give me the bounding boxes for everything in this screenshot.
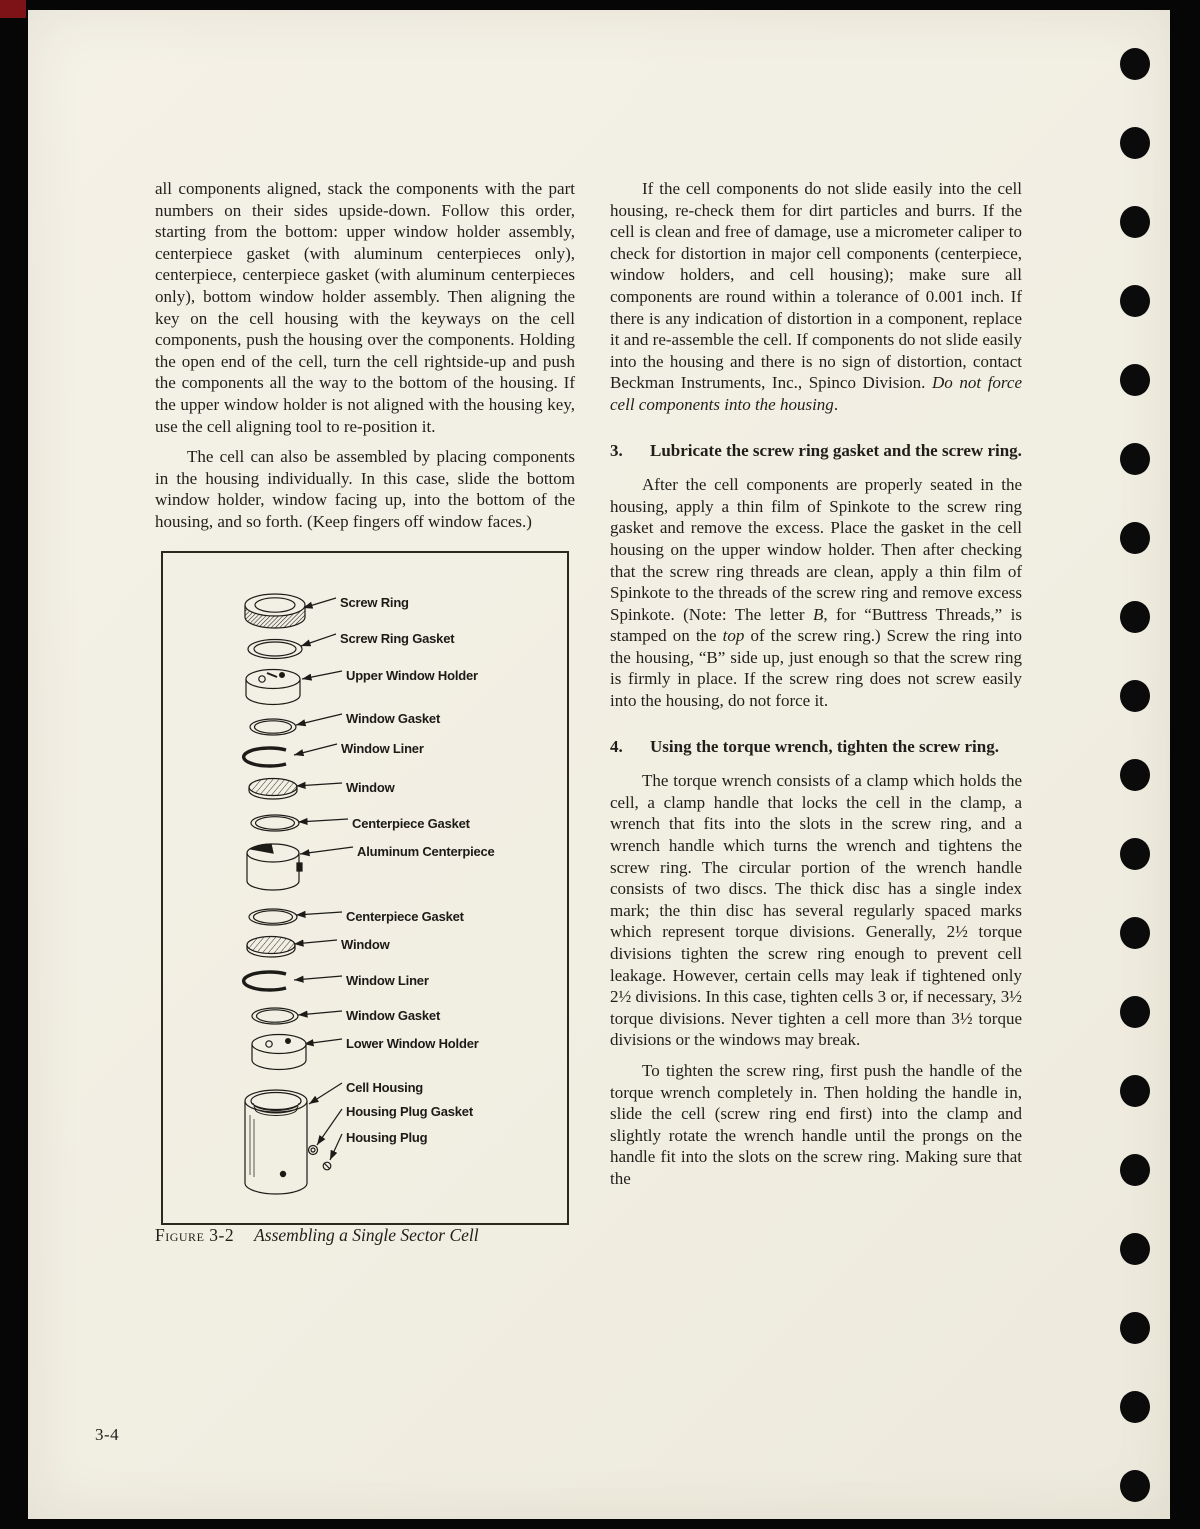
binder-hole (1120, 1391, 1150, 1423)
figure-caption-text: Assembling a Single Sector Cell (254, 1224, 479, 1245)
binder-hole (1120, 759, 1150, 791)
binder-hole (1120, 206, 1150, 238)
left-column (155, 178, 575, 1246)
binder-hole (1120, 838, 1150, 870)
right-column (610, 178, 1022, 1190)
leader-lines (294, 598, 353, 1160)
binder-hole (1120, 1312, 1150, 1344)
figure-label: Centerpiece Gasket (352, 815, 470, 831)
window-liner-shape (244, 748, 286, 766)
upper-window-holder-shape (246, 669, 300, 704)
figure-label: Housing Plug Gasket (346, 1103, 473, 1119)
binder-hole (1120, 522, 1150, 554)
screw-ring-shape (245, 594, 305, 628)
figure-label: Centerpiece Gasket (346, 908, 464, 924)
paragraph-text: , for “Buttress Threads,” is stamped on the (610, 604, 1023, 646)
figure-label: Screw Ring (340, 594, 409, 610)
binder-hole (1120, 48, 1150, 80)
binder-hole (1120, 1154, 1150, 1186)
aluminum-centerpiece-shape (247, 844, 302, 890)
paragraph-text: . (833, 394, 839, 414)
window-2-shape (247, 936, 295, 957)
binder-hole (1120, 1470, 1150, 1502)
scan-artifact (0, 0, 26, 18)
figure-label: Lower Window Holder (346, 1035, 479, 1051)
centerpiece-gasket-shape (251, 815, 299, 831)
figure-caption (155, 1225, 575, 1247)
binder-hole (1120, 364, 1150, 396)
figure-label: Housing Plug (346, 1129, 428, 1145)
binder-hole (1120, 996, 1150, 1028)
figure-label: Screw Ring Gasket (340, 630, 455, 646)
step-3-heading (610, 440, 1022, 462)
window-gasket-2-shape (252, 1008, 298, 1024)
paragraph-text: If the cell components do not slide easily into the cell housing, re-check them for dirt particles and burrs. If the cell is clean and free of damage, use a micrometer caliper to check for distortion in major cell components (centerpiece, window holders, and cell housing); make sure all components are round within a tolerance of 0.001 inch. If there is any indication of distortion in a component, replace it and re-assemble the cell. If components do not slide easily into the housing and there is no sign of distortion, contact Beckman Instruments, Inc., Spinco Division. (610, 179, 1022, 393)
figure-label: Window Gasket (346, 710, 441, 726)
paragraph: The cell can also be assembled by placing components in the housing individually. In this case, slide the bottom window holder, window facing up, into the bottom of the housing, and so forth. (Keep fingers off window faces.) (155, 447, 575, 531)
figure-caption-number: Figure 3-2 (155, 1224, 235, 1245)
figure-label: Window Gasket (346, 1007, 441, 1023)
window-shape (249, 778, 297, 799)
paragraph-italic-text: B (812, 604, 824, 624)
figure-label: Upper Window Holder (346, 667, 478, 683)
binder-hole (1120, 917, 1150, 949)
binder-hole (1120, 285, 1150, 317)
paragraph-italic-text: Do not force cell components into the housing (610, 373, 1022, 414)
paragraph (610, 178, 1022, 416)
binder-hole (1120, 680, 1150, 712)
paragraph: The torque wrench consists of a clamp which holds the cell, a clamp handle that locks the cell in the clamp, a wrench that fits into the slots in the screw ring, and a wrench handle which turns the wrench and tightens the screw ring. The circular portion of the wrench handle consists of two discs. The thick disc has a single index mark; the thin disc has several regularly spaced marks which represent torque divisions. Generally, 2½ torque divisions tighten the screw ring enough to prevent cell leakage. However, certain cells may leak if tightened only 2½ divisions. In this case, tighten cells 3 or, if necessary, 3½ torque divisions. Never tighten a cell more than 3½ torque divisions or the windows may break. (610, 771, 1022, 1050)
figure-label: Window (346, 779, 395, 795)
lower-window-holder-shape (252, 1034, 306, 1069)
screw-ring-gasket-shape (248, 639, 302, 658)
cell-housing-shape (245, 1090, 307, 1194)
housing-plug-shape (323, 1162, 331, 1170)
figure-3-2 (161, 551, 569, 1225)
figure-label: Window Liner (346, 972, 429, 988)
step-4-heading (610, 736, 1022, 758)
window-gasket-shape (250, 719, 296, 735)
step-number: 4. (610, 736, 623, 756)
paragraph-continuation: all components aligned, stack the components with the part numbers on their sides upside-down. Follow this order, starting from the bottom: upper window holder assembly, centerpiece gasket (with aluminum centerpieces only), centerpiece, centerpiece gasket (with aluminum centerpieces only), bottom window holder assembly. Then aligning the key on the cell housing with the keyways on the cell components, push the housing over the components. Holding the open end of the cell, turn the cell rightside-up and push the components all the way to the bottom of the housing. If the upper window holder is not aligned with the housing key, use the cell aligning tool to re-position it. (155, 179, 575, 436)
step-number: 3. (610, 440, 623, 460)
paragraph (610, 474, 1022, 712)
paragraph-italic-text: top (722, 626, 745, 646)
paragraph: To tighten the screw ring, first push the handle of the torque wrench completely in. Then holding the handle in, slide the cell (screw ring end first) into the clamp and slightly rotate the wrench handle until the prongs on the handle fit into the slots on the screw ring. Making sure that the (610, 1060, 1022, 1188)
figure-label: Window Liner (341, 740, 424, 756)
paragraph-text: After the cell components are properly seated in the housing, apply a thin film of Spinkote to the screw ring gasket and remove the excess. Place the gasket in the cell housing on the upper window holder. Then after checking that the screw ring threads are clean, apply a thin film of Spinkote to the threads of the screw ring and remove excess Spinkote. (Note: The letter (610, 475, 1022, 624)
window-liner-2-shape (244, 972, 286, 990)
step-title: Lubricate the screw ring gasket and the screw ring. (650, 440, 1022, 460)
figure-label: Aluminum Centerpiece (357, 843, 495, 859)
binder-hole (1120, 1233, 1150, 1265)
housing-plug-gasket-shape (309, 1145, 318, 1154)
figure-label: Window (341, 936, 390, 952)
centerpiece-gasket-2-shape (249, 909, 297, 925)
step-title: Using the torque wrench, tighten the screw ring. (650, 736, 999, 756)
binder-hole (1120, 1075, 1150, 1107)
figure-label: Cell Housing (346, 1079, 424, 1095)
manual-page (28, 10, 1170, 1519)
binder-hole (1120, 443, 1150, 475)
binder-hole (1120, 601, 1150, 633)
page-number: 3-4 (95, 1425, 120, 1444)
binder-hole (1120, 127, 1150, 159)
paragraph-text: of the screw ring.) Screw the ring into the housing, “B” side up, just enough so that the screw ring is firmly in place. If the screw ring does not screw easily into the housing, do not force it. (610, 626, 1023, 711)
